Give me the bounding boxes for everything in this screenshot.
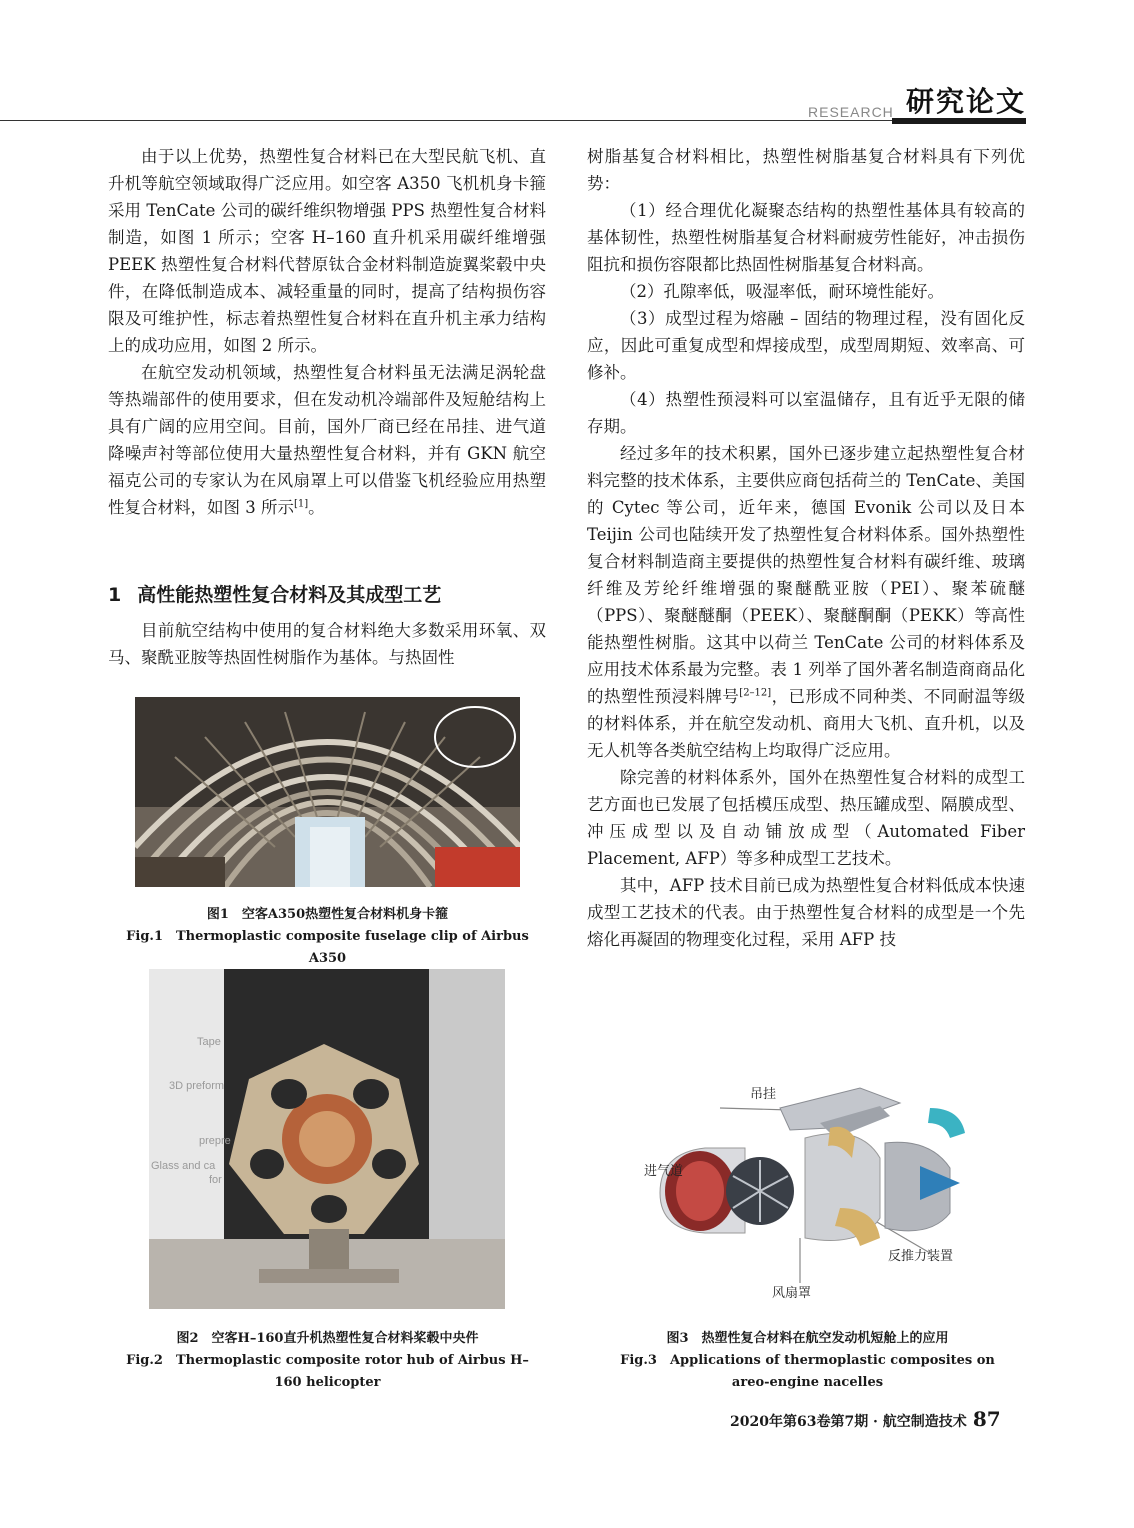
figure-2-caption-cn: 图2 空客H–160直升机热塑性复合材料桨毂中央件 bbox=[176, 1331, 479, 1346]
section-title: 高性能热塑性复合材料及其成型工艺 bbox=[137, 584, 442, 606]
photo-label: for bbox=[209, 1174, 222, 1186]
body-paragraph: （4）热塑性预浸料可以室温储存，且有近乎无限的储存期。 bbox=[587, 390, 1025, 436]
page-number: 87 bbox=[972, 1407, 1001, 1431]
diagram-label-inlet: 进气道 bbox=[644, 1164, 684, 1179]
citation: [2–12] bbox=[739, 687, 772, 699]
body-paragraph: 目前航空结构中使用的复合材料绝大多数采用环氧、双马、聚酰亚胺等热固性树脂作为基体。与热固性 bbox=[108, 621, 546, 667]
figure-3-caption-en: Fig.3 Applications of thermoplastic composites on areo-engine nacelles bbox=[620, 1353, 995, 1390]
section-number: 1 bbox=[108, 584, 122, 606]
photo-label: prepre bbox=[199, 1135, 231, 1147]
diagram-label-fan-cowl: 风扇罩 bbox=[772, 1286, 812, 1301]
figure-2-caption bbox=[120, 1328, 535, 1394]
body-paragraph: 在航空发动机领域，热塑性复合材料虽无法满足涡轮盘等热端部件的使用要求，但在发动机冷端部件及短舱结构上具有广阔的应用空间。目前，国外厂商已经在吊挂、进气道降噪声衬等部位使用大量热塑性复合材料，并有 GKN 航空福克公司的专家认为在风扇罩上可以借鉴飞机经验应用热塑性复合材料，如图 3 所示[1]。 bbox=[108, 363, 546, 517]
left-column-continued bbox=[108, 617, 546, 671]
page-footer bbox=[730, 1407, 1001, 1431]
header-section-cn: 研究论文 bbox=[906, 85, 1027, 118]
body-paragraph: 其中，AFP 技术目前已成为热塑性复合材料低成本快速成型工艺技术的代表。由于热塑性复合材料的成型是一个先熔化再凝固的物理变化过程，采用 AFP 技 bbox=[587, 876, 1025, 949]
figure-1-caption-en: Fig.1 Thermoplastic composite fuselage clip of Airbus A350 bbox=[126, 929, 529, 966]
figure-3-caption-cn: 图3 热塑性复合材料在航空发动机短舱上的应用 bbox=[666, 1331, 949, 1346]
body-paragraph: 经过多年的技术积累，国外已逐步建立起热塑性复合材料完整的技术体系，主要供应商包括荷兰的 TenCate、美国的 Cytec 等公司，近年来，德国 Evonik 公司以及日本 Teijin 公司也陆续开发了热塑性复合材料体系。国外热塑性复合材料制造商主要提供的热塑性复合材料有碳纤维、玻璃纤维及芳纶纤维增强的聚醚酰亚胺（PEI）、聚苯硫醚（PPS）、聚醚醚酮（PEEK）、聚醚酮酮（PEKK）等高性能热塑性树脂。这其中以荷兰 TenCate 公司的材料体系及应用技术体系最为完整。表 1 列举了国外著名制造商商品化的热塑性预浸料牌号[2–12]，已形成不同种类、不同耐温等级的材料体系，并在航空发动机、商用大飞机、直升机，以及无人机等各类航空结构上均取得广泛应用。 bbox=[587, 444, 1026, 760]
left-column bbox=[108, 143, 546, 521]
header-section-en: RESEARCH bbox=[808, 104, 894, 120]
photo-label: Tape bbox=[197, 1036, 221, 1048]
header-rule bbox=[0, 120, 1026, 121]
figure-3-caption bbox=[600, 1328, 1015, 1394]
photo-label: Glass and ca bbox=[151, 1160, 216, 1172]
figure-1-caption-cn: 图1 空客A350热塑性复合材料机身卡箍 bbox=[206, 907, 449, 922]
journal-info: 2020年第63卷第7期 · 航空制造技术 bbox=[730, 1414, 967, 1430]
diagram-label-pylon: 吊挂 bbox=[750, 1087, 777, 1102]
figure-1-image bbox=[135, 697, 520, 887]
right-column bbox=[587, 143, 1025, 953]
body-paragraph: （1）经合理优化凝聚态结构的热塑性基体具有较高的基体韧性，热塑性树脂基复合材料耐疲劳性能好，冲击损伤阻抗和损伤容限都比热固性树脂基复合材料高。 bbox=[587, 201, 1025, 274]
figure-1-caption bbox=[120, 904, 535, 970]
body-paragraph: 由于以上优势，热塑性复合材料已在大型民航飞机、直升机等航空领域取得广泛应用。如空客 A350 飞机机身卡箍采用 TenCate 公司的碳纤维织物增强 PPS 热塑性复合材料制造，如图 1 所示；空客 H–160 直升机采用碳纤维增强 PEEK 热塑性复合材料代替原钛合金材料制造旋翼桨毂中央件，在降低制造成本、减轻重量的同时，提高了结构损伤容限及可维护性，标志着热塑性复合材料在直升机主承力结构上的成功应用，如图 2 所示。 bbox=[108, 147, 546, 355]
body-paragraph: 树脂基复合材料相比，热塑性树脂基复合材料具有下列优势： bbox=[587, 147, 1025, 193]
body-paragraph: 除完善的材料体系外，国外在热塑性复合材料的成型工艺方面也已发展了包括模压成型、热压罐成型、隔膜成型、冲压成型以及自动铺放成型（Automated Fiber Placement, AFP）等多种成型工艺技术。 bbox=[587, 768, 1025, 868]
figure-3-diagram bbox=[630, 1068, 980, 1308]
figure-2-image bbox=[149, 969, 505, 1309]
citation: [1] bbox=[294, 498, 309, 510]
diagram-label-thrust-reverser: 反推力装置 bbox=[888, 1249, 954, 1264]
body-paragraph: （2）孔隙率低，吸湿率低，耐环境性能好。 bbox=[620, 282, 944, 301]
section-heading bbox=[108, 580, 441, 607]
photo-label: 3D preform bbox=[169, 1080, 225, 1092]
figure-2-caption-en: Fig.2 Thermoplastic composite rotor hub of Airbus H–160 helicopter bbox=[126, 1353, 529, 1390]
body-paragraph: （3）成型过程为熔融 – 固结的物理过程，没有固化反应，因此可重复成型和焊接成型，成型周期短、效率高、可修补。 bbox=[587, 309, 1025, 382]
